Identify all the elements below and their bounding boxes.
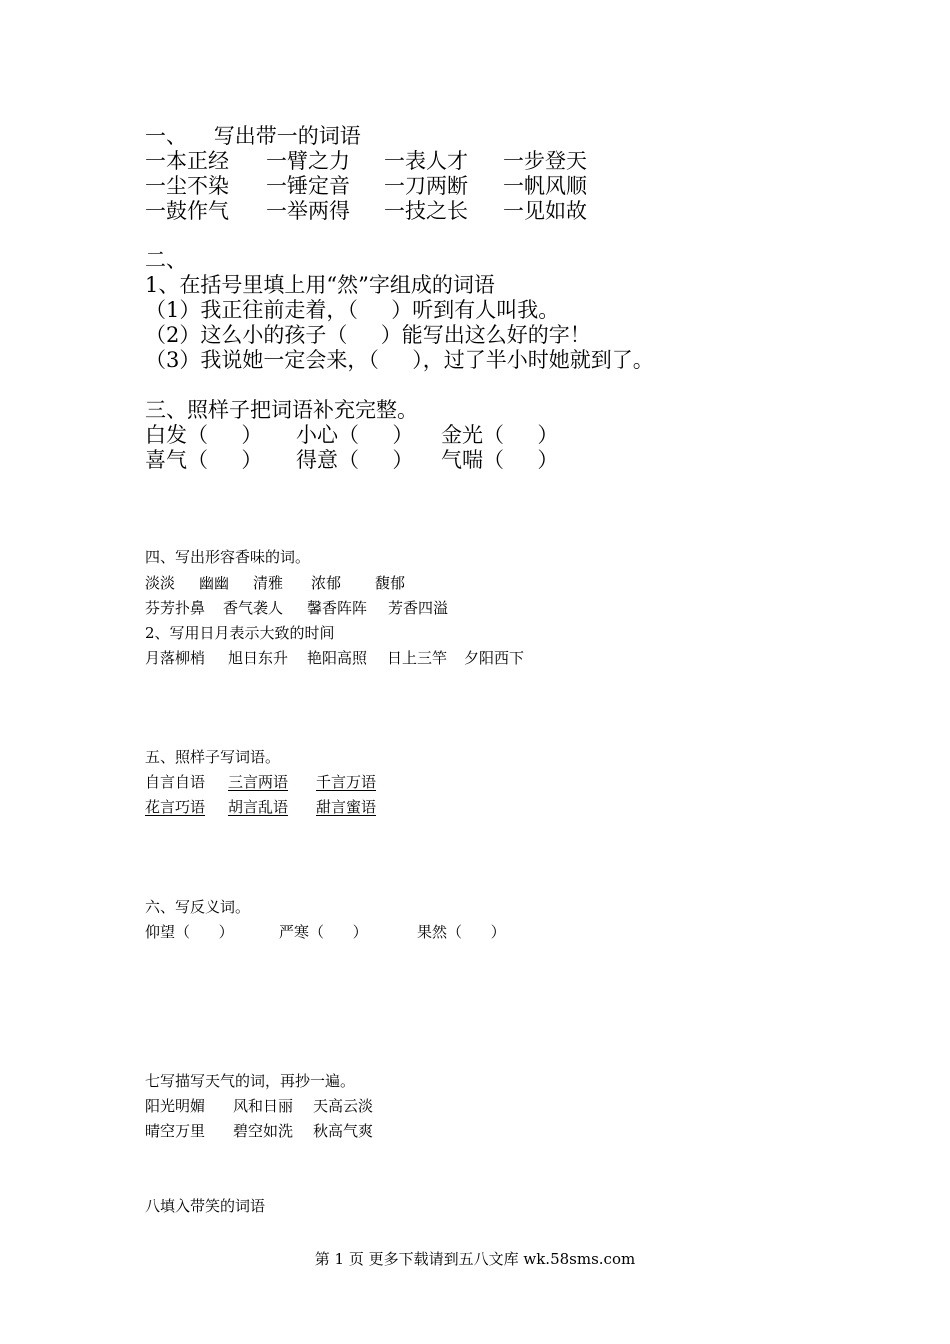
s4-row2-w1: 芬芳扑鼻 [145, 599, 206, 617]
page-footer: 第 1 页 更多下载请到五八文库 wk.58sms.com [314, 1250, 636, 1268]
section-6-heading: 六、写反义词。 [145, 898, 251, 916]
s4-row2-w2: 香气袭人 [223, 599, 284, 617]
section-7-heading: 七写描写天气的词，再抄一遍。 [145, 1072, 356, 1090]
s4-row2-w4: 芳香四溢 [388, 599, 449, 617]
s4-row3-w3: 艳阳高照 [307, 649, 368, 667]
s4-row1-w5: 馥郁 [375, 574, 406, 592]
s5-row1-answer1: 三言两语 [228, 773, 289, 791]
s1-row3-w1: 一鼓作气 [145, 199, 229, 223]
s4-row1-w1: 淡淡 [145, 574, 176, 592]
s4-row2-w3: 馨香阵阵 [307, 599, 368, 617]
s4-row3-w5: 夕阳西下 [464, 649, 525, 667]
s4-row3-w1: 月落柳梢 [145, 649, 206, 667]
s3-row1-item3: 金光（ ） [441, 423, 559, 447]
s7-row1-w2: 风和日丽 [233, 1097, 294, 1115]
s1-row3-w3: 一技之长 [384, 199, 468, 223]
s5-row2-answer2: 胡言乱语 [228, 798, 289, 816]
s3-row1-item1: 白发（ ） [145, 423, 263, 447]
s4-row1-w4: 浓郁 [311, 574, 342, 592]
s7-row1-w3: 天高云淡 [313, 1097, 374, 1115]
s1-row3-w4: 一见如故 [503, 199, 587, 223]
s1-row2-w2: 一锤定音 [266, 174, 350, 198]
s5-example: 自言自语 [145, 773, 206, 791]
s1-row1-w1: 一本正经 [145, 149, 229, 173]
s1-row1-w4: 一步登天 [503, 149, 587, 173]
s7-row1-w1: 阳光明媚 [145, 1097, 206, 1115]
s7-row2-w3: 秋高气爽 [313, 1122, 374, 1140]
section-8-heading: 八填入带笑的词语 [145, 1197, 266, 1215]
section-1-heading: 一、 写出带一的词语 [145, 124, 361, 148]
section-2-heading: 二、 [145, 248, 187, 272]
section-3-heading: 三、照样子把词语补充完整。 [145, 398, 418, 422]
s1-row2-w4: 一帆风顺 [503, 174, 587, 198]
s5-row2-answer3: 甜言蜜语 [316, 798, 377, 816]
s6-item-3: 果然（ ） [417, 923, 506, 941]
section-4-subheading: 2、写用日月表示大致的时间 [145, 624, 335, 642]
section-5-heading: 五、照样子写词语。 [145, 748, 281, 766]
s4-row3-w2: 旭日东升 [228, 649, 289, 667]
s7-row2-w1: 晴空万里 [145, 1122, 206, 1140]
s5-row1-answer2: 千言万语 [316, 773, 377, 791]
s1-row1-w2: 一臂之力 [266, 149, 350, 173]
s1-row2-w3: 一刀两断 [384, 174, 468, 198]
s2-question-1: （1）我正往前走着，（ ）听到有人叫我。 [145, 298, 560, 322]
s6-item-2: 严寒（ ） [279, 923, 368, 941]
s4-row1-w2: 幽幽 [199, 574, 230, 592]
s7-row2-w2: 碧空如洗 [233, 1122, 294, 1140]
s4-row1-w3: 清雅 [253, 574, 284, 592]
s1-row2-w1: 一尘不染 [145, 174, 229, 198]
s3-row2-item2: 得意（ ） [296, 448, 414, 472]
s1-row1-w3: 一表人才 [384, 149, 468, 173]
s6-item-1: 仰望（ ） [145, 923, 234, 941]
s3-row2-item1: 喜气（ ） [145, 448, 263, 472]
s2-question-3: （3）我说她一定会来，（ ），过了半小时她就到了。 [145, 348, 654, 372]
s4-row3-w4: 日上三竿 [387, 649, 448, 667]
s3-row1-item2: 小心（ ） [296, 423, 414, 447]
section-4-heading: 四、写出形容香味的词。 [145, 548, 311, 566]
s3-row2-item3: 气喘（ ） [441, 448, 559, 472]
section-2-subheading: 1、在括号里填上用“然”字组成的词语 [145, 273, 495, 297]
s2-question-2: （2）这么小的孩子（ ）能写出这么好的字！ [145, 323, 591, 347]
s1-row3-w2: 一举两得 [266, 199, 350, 223]
s5-row2-answer1: 花言巧语 [145, 798, 206, 816]
